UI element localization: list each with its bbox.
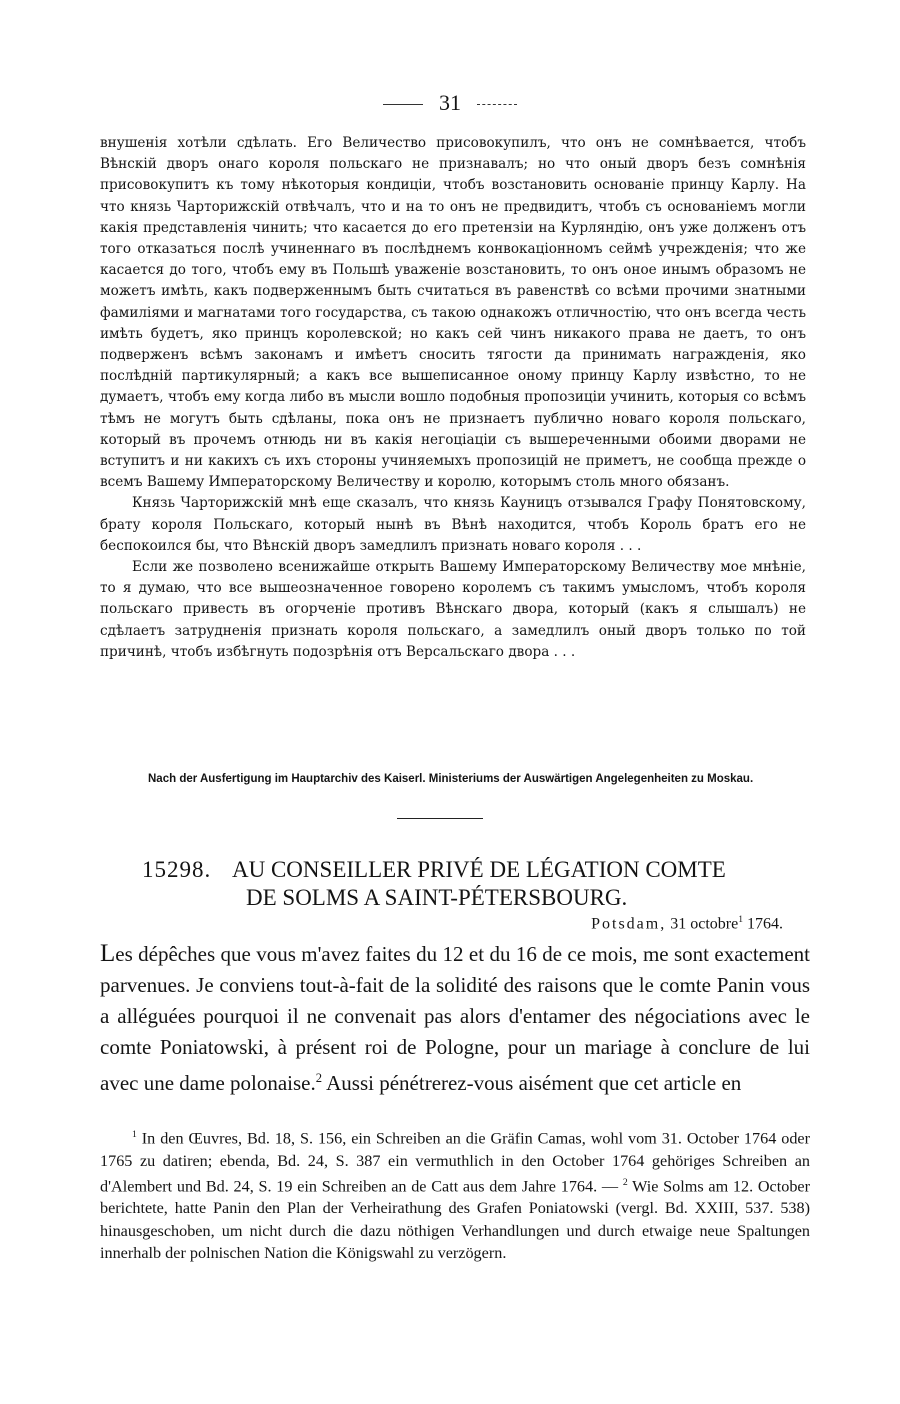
letter-body [100,938,810,1099]
letter-text-b: Aussi pénétrerez-vous aisément que cet article en [326,1071,742,1095]
footnote [100,1124,810,1264]
footnotes [100,1124,810,1264]
russian-paragraph-3: Если же позволено всенижайше открыть Вашему Императорскому Величеству мое мнѣніе, то я думаю, что все вышеозначенное говорено королемъ съ такимъ умысломъ, чтобъ короля польскаго привесть въ огорченіе противъ Вѣнскаго двора, который (какъ я слышалъ) не сдѣлаетъ затрудненія признать короля польскаго, а замедлилъ оный дворъ только по той причинѣ, чтобъ избѣгнуть подозрѣнія отъ Версальскаго двора . . . [100,559,806,660]
letter-paragraph [100,938,810,1099]
document-number: 15298. [142,857,212,882]
footnote-1-mark: 1 [132,1129,137,1140]
dateline-year: 1764. [747,915,783,933]
russian-paragraph-2: Князь Чарторижскій мнѣ еще сказалъ, что князь Кауницъ отзывался Графу Понятовскому, брату короля Польскаго, который нынѣ въ Вѣнѣ находится, чтобъ Король братъ его не беспокоился бы, что Вѣнскій дворъ замедлилъ признать новаго короля . . . [100,495,806,554]
russian-text-block [100,133,806,663]
page-number-rule-left [383,104,423,105]
footnote-1-text: In den Œuvres, Bd. 18, S. 156, ein Schreiben an die Gräfin Camas, wohl vom 31. October 1764 oder 1765 zu datiren; ebenda, Bd. 24, S. 387 ein vermuthlich in den October 1764 gehöriges Schreiben an d'Alembert und Bd. 24, S. 19 ein Schreiben an de Catt aus dem Jahre 1764. — [100,1129,811,1196]
footnote-ref-2: 2 [315,1071,323,1085]
footnote-ref-1: 1 [738,914,743,925]
dateline [591,914,783,933]
heading-line-1: AU CONSEILLER PRIVÉ DE LÉGATION COMTE [232,857,726,882]
page-number-text: 31 [439,90,461,115]
russian-paragraph-1: внушенія хотѣли сдѣлать. Его Величество присовокупилъ, что онъ не сомнѣвается, чтобъ Вѣнскій дворъ онаго короля польскаго не признавалъ; но что оный дворъ безъ сомнѣнія присовокупитъ къ тому нѣкоторыя кондиціи, чтобъ возстановить основаніе принцу Карлу. На что князь Чарторижскій отвѣчалъ, что и на то онъ не предвидитъ, чтобъ съ основаніемъ могли какія представленія чинить; что касается до его претензіи на Курляндію, онъ уже долженъ отъ того отказаться послѣ учиненнаго въ послѣднемъ конвокаціонномъ сеймѣ учрежденія; что же касается до того, чтобъ ему въ Польшѣ уваженіе возстановить, то онъ оное инымъ образомъ не можетъ имѣть, какъ подверженнымъ быть считаться въ равенствѣ со всѣми прочими знатными фамиліями и магнатами того государства, съ такою однакожъ отличностію, что онъ всегда честь имѣть будетъ, яко принцъ королевской; но какъ сей чинъ никакого права не даетъ, то онъ подверженъ всѣмъ законамъ и имѣетъ сносить тягости да принимать награжденія, яко послѣдній партикулярный; а какъ все вышеписанное оному принцу Карлу извѣстно, то не думаетъ, чтобъ ему когда либо въ мысли вошло подобныя пропозиціи учинить, которыя со всѣмъ тѣмъ не могутъ быть сдѣланы, пока онъ не признаетъ публично новаго короля польскаго, который въ прочемъ отнюдь ни въ какія негоціаціи съ вышереченными обоими дворами не вступитъ и ни какихъ съ ихъ стороны учиняемыхъ пропозицій не приметъ, не сообща прежде о всемъ Вашему Императорскому Величеству и королю, которымъ столь много обязанъ. [100,135,806,491]
letter-text-a: es dépêches que vous m'avez faites du 12 et du 16 de ce mois, me sont exactement parvenues. Je conviens tout-à-fait de la solidité des raisons que le comte Panin vous a alléguées pourquoi il ne convenait pas alors d'entamer des négociations avec le comte Poniatowski, à présent roi de Pologne, pour un mariage à conclure de lui avec une dame polonaise. [100,942,810,1095]
dateline-place: Potsdam, [591,915,667,933]
heading-line-2: DE SOLMS A SAINT-PÉTERSBOURG. [246,885,628,910]
section-divider [397,818,483,819]
archive-source-note: Nach der Ausfertigung im Hauptarchiv des Kaiserl. Ministeriums der Auswärtigen Angelegenheiten zu Moskau. [148,773,754,785]
dateline-date: 31 octobre [670,915,739,933]
footnote-2-text: Wie Solms am 12. October berichtete, hatte Panin den Plan der Verheirathung des Grafen Poniatowski (vergl. Bd. XXIII, 537. 538) hinausgeschoben, um nicht durch die dazu nöthigen Verhandlungen und durch etwaige neue Spaltungen innerhalb der polnischen Nation die Königswahl zu verzögern. [100,1177,810,1262]
page-number [0,90,900,116]
letter-initial: L [100,940,116,967]
page-number-rule-right [477,104,517,105]
footnote-2-mark: 2 [622,1176,628,1188]
